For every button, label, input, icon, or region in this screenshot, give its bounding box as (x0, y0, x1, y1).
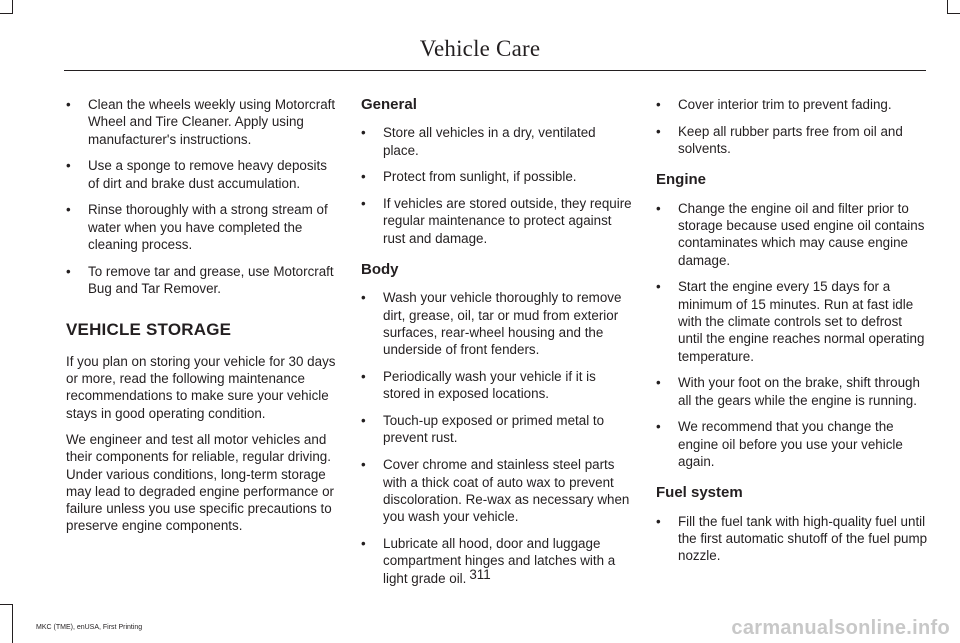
body-heading: Body (361, 261, 399, 279)
footer-print-info: MKC (TME), enUSA, First Printing (36, 624, 143, 631)
bullet: • (361, 413, 366, 429)
list-item-text: We recommend that you change the engine oil before you use your vehicle again. (678, 419, 903, 470)
bullet: • (361, 169, 366, 185)
list-item-text: Rinse thoroughly with a strong stream of water when you have completed the cleaning process. (88, 202, 328, 253)
list-item-text: Clean the wheels weekly using Motorcraft Wheel and Tire Cleaner. Apply using manufacturer's instructions. (88, 97, 336, 147)
list-item (656, 513, 928, 565)
list-item (656, 200, 928, 269)
bullet: • (656, 123, 661, 139)
list-item (361, 456, 633, 525)
body-list (361, 289, 633, 586)
bullet: • (361, 125, 366, 141)
column-2 (361, 96, 633, 596)
list-item (361, 195, 633, 247)
list-item (361, 289, 633, 358)
list-item-text: Wash your vehicle thoroughly to remove dirt, grease, oil, tar or mud from exterior surfaces, rear-wheel housing and the underside of front fenders. (383, 290, 622, 358)
list-item-text: Lubricate all hood, door and luggage compartment hinges and latches with a light grade oil. (383, 535, 616, 586)
crop-mark (0, 13, 13, 14)
list-item (66, 96, 338, 148)
bullet: • (66, 97, 71, 112)
bullet: • (361, 196, 366, 212)
bullet: • (361, 457, 366, 473)
watermark: carmanualsonline.info (731, 617, 950, 639)
list-item (66, 157, 338, 192)
general-list (361, 124, 633, 247)
storage-engineering-paragraph: We engineer and test all motor vehicles and their components for reliable, regular driving. Under various conditions, long-term storage may lead to degraded engine performance or failure unless you use specific precautions to preserve engine components. (66, 431, 334, 534)
list-item-text: Touch-up exposed or primed metal to prevent rust. (383, 413, 605, 446)
list-item (66, 201, 338, 253)
crop-mark (12, 604, 13, 643)
list-item (656, 278, 928, 364)
list-item (361, 124, 633, 159)
list-item-text: Protect from sunlight, if possible. (383, 169, 577, 185)
bullet: • (656, 200, 661, 216)
list-item (656, 123, 928, 158)
bullet: • (66, 158, 71, 174)
list-item-text: Cover interior trim to prevent fading. (678, 97, 892, 112)
page-number: 311 (469, 567, 491, 582)
wheel-cleaning-list (66, 96, 338, 297)
list-item-text: Periodically wash your vehicle if it is stored in exposed locations. (383, 369, 596, 402)
fuel-system-heading: Fuel system (656, 484, 743, 502)
list-item (361, 412, 633, 447)
bullet: • (656, 375, 661, 391)
storage-continued-list (656, 96, 928, 157)
engine-heading: Engine (656, 171, 707, 189)
general-heading: General (361, 96, 417, 113)
list-item-text: Store all vehicles in a dry, ventilated place. (383, 125, 596, 158)
list-item-text: To remove tar and grease, use Motorcraft Bug and Tar Remover. (88, 263, 334, 297)
list-item (656, 374, 928, 409)
list-item (656, 418, 928, 470)
list-item-text: Keep all rubber parts free from oil and solvents. (678, 123, 903, 157)
list-item (656, 96, 928, 113)
bullet: • (656, 97, 661, 112)
crop-mark (0, 604, 13, 605)
bullet: • (66, 202, 71, 218)
storage-intro-paragraph: If you plan on storing your vehicle for 30 days or more, read the following maintenance recommendations to make sure your vehicle stays in good operating condition. (66, 353, 336, 421)
bullet: • (361, 290, 366, 306)
bullet: • (66, 263, 71, 279)
bullet: • (361, 369, 366, 385)
column-3 (656, 96, 928, 574)
list-item-text: Start the engine every 15 days for a minimum of 15 minutes. Run at fast idle with the climate controls set to defrost until the engine reaches normal operating temperature. (678, 279, 925, 364)
crop-mark (947, 0, 948, 14)
page-header-title: Vehicle Care (419, 36, 541, 61)
list-item-text: If vehicles are stored outside, they require regular maintenance to protect against rust and damage. (383, 196, 632, 246)
list-item-text: Fill the fuel tank with high-quality fuel until the first automatic shutoff of the fuel pump nozzle. (678, 513, 928, 564)
bullet: • (656, 513, 661, 529)
crop-mark (947, 13, 960, 14)
list-item (361, 168, 633, 185)
list-item-text: With your foot on the brake, shift through all the gears while the engine is running. (678, 375, 920, 408)
list-item-text: Use a sponge to remove heavy deposits of dirt and brake dust accumulation. (88, 158, 327, 191)
bullet: • (656, 419, 661, 435)
bullet: • (361, 535, 366, 551)
list-item (66, 263, 338, 298)
list-item (361, 368, 633, 403)
column-1 (66, 96, 338, 544)
fuel-system-list (656, 513, 928, 565)
bullet: • (656, 279, 661, 295)
header-divider (64, 70, 926, 71)
list-item-text: Cover chrome and stainless steel parts with a thick coat of auto wax to prevent discoloration. Re-wax as necessary when you wash your vehicle. (383, 457, 630, 525)
crop-mark (12, 0, 13, 14)
vehicle-storage-heading: VEHICLE STORAGE (66, 320, 232, 340)
list-item-text: Change the engine oil and filter prior to storage because used engine oil contains contaminates which may cause engine damage. (678, 200, 925, 268)
engine-list (656, 200, 928, 471)
